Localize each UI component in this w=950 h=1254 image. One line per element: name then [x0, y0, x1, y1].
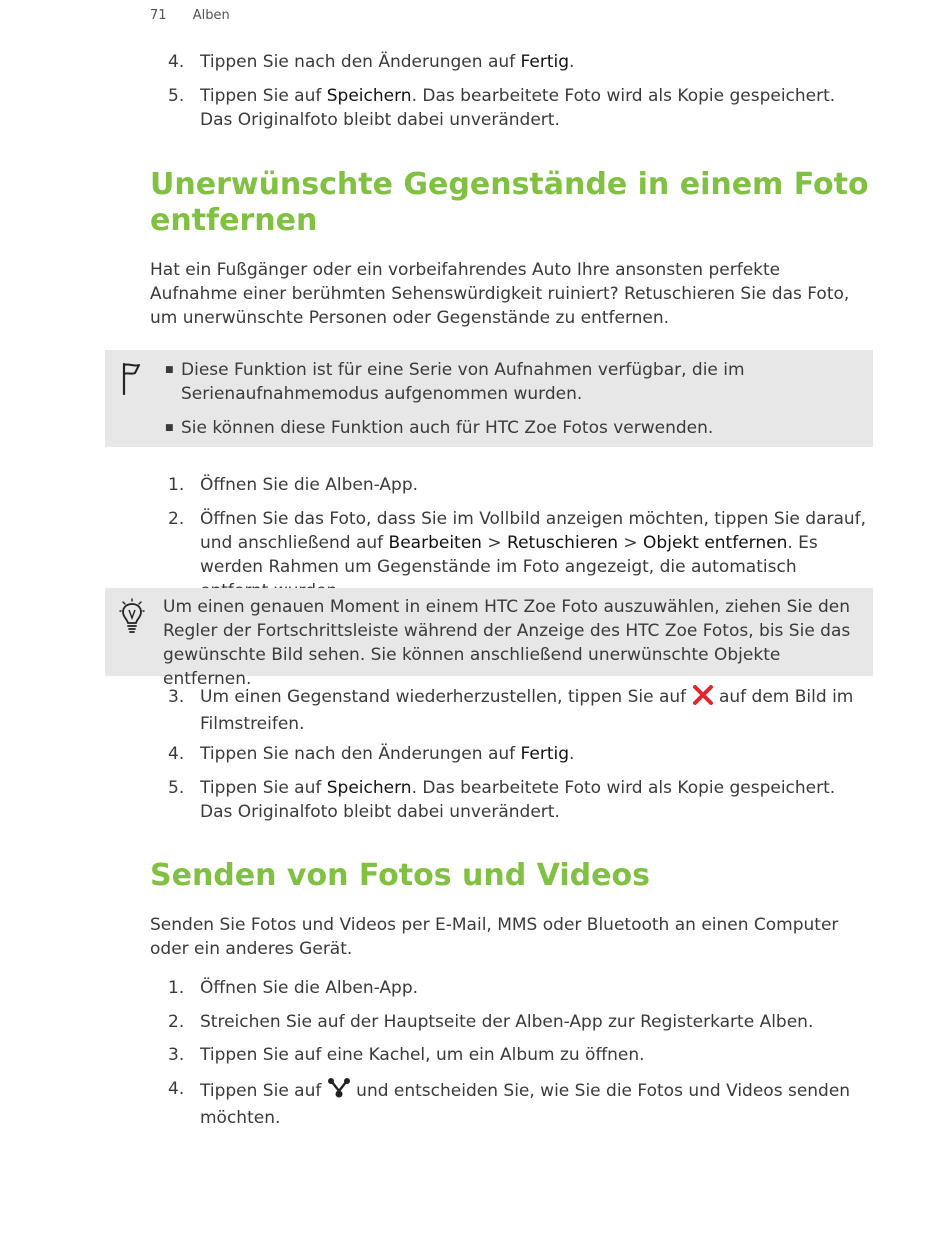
list-item: 1. Öffnen Sie die Alben-App. [168, 978, 419, 998]
note-box [105, 350, 873, 447]
section-intro: Senden Sie Fotos und Videos per E-Mail, MMS oder Bluetooth an einen Computer oder ein anderes Gerät. [150, 915, 839, 959]
note-item: ■ Sie können diese Funktion auch für HTC Zoe Fotos verwenden. [165, 418, 714, 438]
list-item: 3. Tippen Sie auf eine Kachel, um ein Album zu öffnen. [168, 1045, 645, 1065]
section-heading: Unerwünschte Gegenstände in einem Foto entfernen [150, 167, 869, 238]
share-icon [327, 1077, 351, 1106]
note-item: ■ Diese Funktion ist für eine Serie von Aufnahmen verfügbar, die im Serienaufnahmemodus aufgenommen wurden. [165, 360, 745, 404]
list-item: 5. Tippen Sie auf Speichern. Das bearbeitete Foto wird als Kopie gespeichert. Das Originalfoto bleibt dabei unverändert. [168, 778, 836, 822]
section-heading: Senden von Fotos und Videos [150, 858, 650, 893]
flag-icon [119, 360, 143, 400]
list-item: 2. Streichen Sie auf der Hauptseite der Alben-App zur Registerkarte Alben. [168, 1012, 814, 1032]
list-item: 4. Tippen Sie nach den Änderungen auf Fertig. [168, 744, 575, 764]
section-intro: Hat ein Fußgänger oder ein vorbeifahrendes Auto Ihre ansonsten perfekte Aufnahme einer berühmten Sehenswürdigkeit ruiniert? Retuschieren Sie das Foto, um unerwünschte Personen oder Gegenstände zu entfernen. [150, 260, 850, 328]
lightbulb-icon [119, 598, 145, 640]
list-item: 2. Öffnen Sie das Foto, dass Sie im Vollbild anzeigen möchten, tippen Sie darauf, und anschließend auf Bearbeiten > Retuschieren > Objekt entfernen. Es werden Rahmen um Gegenstände im Foto angezeigt, die automatisch [168, 509, 867, 577]
list-item: 4. Tippen Sie auf und entscheiden Sie, wie Sie die Fotos und Videos senden möchten. [168, 1079, 851, 1128]
list-item: 4. Tippen Sie nach den Änderungen auf Fertig. [168, 52, 575, 72]
list-item: 3. Um einen Gegenstand wiederherzustellen, tippen Sie auf auf dem Bild im Filmstreifen. [168, 687, 854, 734]
red-x-icon [692, 685, 714, 712]
tip-box [105, 588, 873, 689]
tip-text: Um einen genauen Moment in einem HTC Zoe Foto auszuwählen, ziehen Sie den Regler der Fortschrittsleiste während der Anzeige des HTC Zoe Fotos, bis Sie das gewünschte Bild sehen. Sie können anschließend unerwünschte Objekte entfernen. [163, 597, 851, 689]
list-item: 1. Öffnen Sie die Alben-App. [168, 475, 419, 495]
page-header [150, 8, 230, 23]
section-name: Alben [192, 8, 230, 23]
list-item: 5. Tippen Sie auf Speichern. Das bearbeitete Foto wird als Kopie gespeichert. Das Originalfoto bleibt dabei unverändert. [168, 86, 836, 130]
page-number: 71 [150, 8, 167, 23]
